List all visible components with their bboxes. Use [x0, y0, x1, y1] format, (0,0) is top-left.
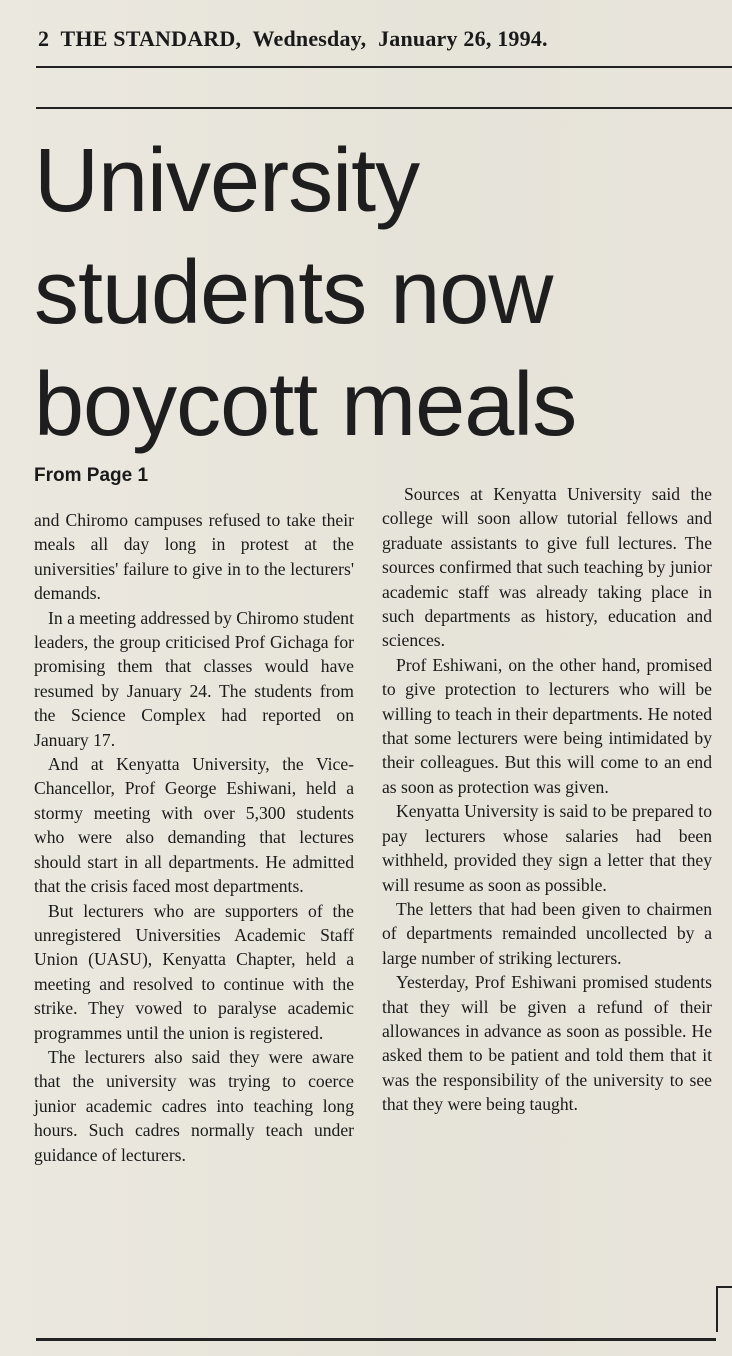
- headline: [34, 125, 714, 461]
- masthead: [38, 26, 698, 60]
- headline-line-3: boycott meals: [34, 355, 577, 455]
- page-number: 2: [38, 26, 50, 51]
- article-column-1: [34, 508, 354, 1167]
- paragraph: And at Kenyatta University, the Vice-Chancellor, Prof George Eshiwani, held a stormy meeting with over 5,300 students who were also demanding that lectures should start in all departments. He admitted that the crisis faced most departments.: [34, 754, 354, 897]
- paragraph: In a meeting addressed by Chiromo student leaders, the group criticised Prof Gichaga for promising them that classes would have resumed by January 24. The students from the Science Complex had reported on January 17.: [34, 607, 354, 750]
- publication-day: Wednesday,: [252, 26, 367, 51]
- paragraph: Kenyatta University is said to be prepared to pay lecturers whose salaries had been withheld, provided they sign a letter that they will resume as soon as possible.: [382, 801, 712, 895]
- paragraph: Prof Eshiwani, on the other hand, promised to give protection to lecturers who will be willing to teach in their departments. He noted that some lecturers were being intimidated by their colleagues. But this will come to an end as soon as protection was given.: [382, 654, 712, 797]
- headline-line-2: students now: [34, 243, 553, 343]
- paragraph: Yesterday, Prof Eshiwani promised students that they will be given a refund of their allowances in advance as soon as possible. He asked them to be patient and told them that it was the responsibility of the university to see that they were being taught.: [382, 972, 712, 1115]
- article-column-2: [382, 482, 712, 1117]
- publication-date: January 26, 1994.: [378, 26, 548, 51]
- continuation-kicker: From Page 1: [34, 465, 149, 486]
- paper-name: THE STANDARD,: [60, 26, 242, 51]
- masthead-rule: [36, 66, 732, 68]
- paragraph: But lecturers who are supporters of the unregistered Universities Academic Staff Union (UASU), Kenyatta Chapter, held a meeting and resolved to continue with the strike. They vowed to paralyse academic programmes until the union is registered.: [34, 900, 354, 1043]
- bottom-rule: [36, 1338, 716, 1341]
- paragraph: and Chiromo campuses refused to take their meals all day long in protest at the universities' failure to give in to the lecturers' demands.: [34, 510, 354, 604]
- headline-rule: [36, 107, 732, 109]
- paragraph: The letters that had been given to chairmen of departments remainded uncollected by a large number of striking lecturers.: [382, 898, 712, 968]
- paragraph: The lecturers also said they were aware that the university was trying to coerce junior academic cadres into teaching long hours. Such cadres normally teach under guidance of lecturers.: [34, 1046, 354, 1165]
- headline-line-1: University: [34, 131, 420, 231]
- end-mark: [716, 1286, 732, 1332]
- paragraph: Sources at Kenyatta University said the college will soon allow tutorial fellows and graduate assistants to give full lectures. The sources confirmed that such teaching by junior academic staff was already taking place in such departments as history, education and sciences.: [382, 484, 712, 651]
